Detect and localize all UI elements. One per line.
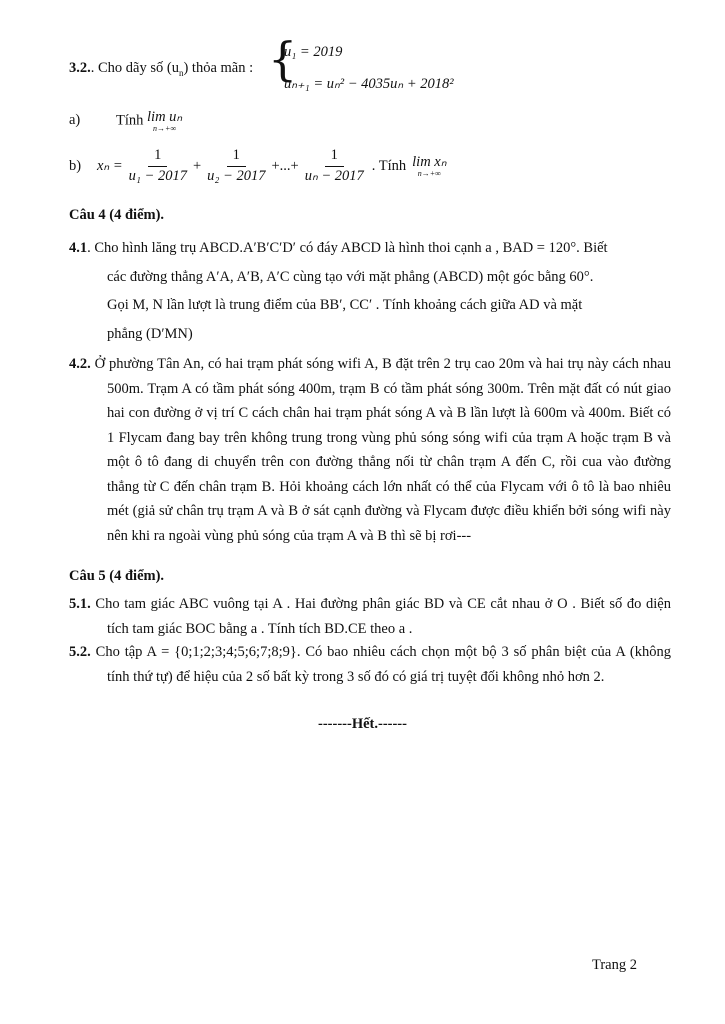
problem-4-1: 4.1. Cho hình lăng trụ ABCD.A′B′C′D′ có đáy ABCD là hình thoi cạnh a , BAD = 120°. Biết các đường thẳng A′A, A′B, A′C cùng tạo với mặt phẳng (ABCD) một góc bằng 60°. Gọi M, N lần lượt là trung điểm của BB′, CC′ . Tính khoảng cách giữa AD và mặt phẳng (D′MN) bbox=[69, 240, 608, 342]
limit-a: lim uₙ n→+∞ bbox=[147, 109, 183, 133]
cau4-heading: Câu 4 (4 điểm). bbox=[69, 207, 165, 223]
system-line-2: uₙ₊₁ = uₙ² − 4035uₙ + 2018² bbox=[284, 76, 454, 92]
fraction-2: $\frac{1}{\text{u₂ − 2017}}$ bbox=[207, 147, 266, 184]
problem-5-1: 5.1. Cho tam giác ABC vuông tại A . Hai đường phân giác BD và CE cắt nhau ở O . Biết số đo diện tích tam giác BOC bằng a . Tính tích BD.CE theo a . bbox=[69, 596, 671, 637]
cau5-heading: Câu 5 (4 điểm). bbox=[69, 568, 165, 584]
q32-a-text: Tính lim uₙ n→+∞ bbox=[116, 109, 183, 133]
page-number: Trang 2 bbox=[592, 957, 637, 973]
q32-b-line: b) xₙ = $\frac{1}{\text{u₁ − 2017}}$ + $\frac{1}{\text{u₂ − 2017}}$ +...+ $\frac{1}{\text{uₙ − 2017}}$ . Tính lim xₙ n→+∞ bbox=[69, 147, 447, 184]
fraction-1: $\frac{1}{\text{u₁ − 2017}}$ bbox=[128, 147, 187, 184]
end-mark: -------Hết.------ bbox=[318, 716, 407, 732]
system-line-1: u₁ = 2019 bbox=[284, 44, 343, 60]
problem-5-2: 5.2. Cho tập A = {0;1;2;3;4;5;6;7;8;9}. Có bao nhiêu cách chọn một bộ 3 số phân biệt của A (không tính thứ tự) để hiệu của 2 số bất kỳ trong 3 số đó có giá trị tuyệt đối không nhỏ hơn 2. bbox=[69, 644, 671, 685]
limit-b: lim xₙ n→+∞ bbox=[412, 154, 447, 178]
q32-intro: 3.2.. Cho dãy số $(u_n)$ thỏa mãn : bbox=[69, 60, 254, 78]
problem-4-2: 4.2. Ở phường Tân An, có hai trạm phát sóng wifi A, B đặt trên 2 trụ cao 20m và hai trụ này cách nhau 500m. Trạm A có tầm phát sóng 400m, trạm B có tầm phát sóng 300m. Trên mặt đất có nút giao hai con đường ở vị trí C cách chân hai trạm phát sóng A và B lần lượt là 600m và 400m. Biết có 1 Flycam đang bay trên không trung trong vùng phủ sóng sóng wifi của trạm A hoặc trạm B và một ô tô đang di chuyển trên con đường thẳng nối từ chân trạm A đến C, rồi cua vào đường thẳng từ C đến chân trạm B. Hỏi khoảng cách lớn nhất có thể của Flycam với ô tô là bao nhiêu mét (giả sử chân trụ trạm A và B ở sát cạnh đường và Flycam được điều khiển bởi sóng wifi này nên khi ra ngoài vùng phủ sóng của trạm A và B thì sẽ bị rơi--- bbox=[69, 356, 671, 544]
q32-label: 3.2. bbox=[69, 60, 91, 76]
system-brace: { bbox=[268, 32, 298, 86]
fraction-3: $\frac{1}{\text{uₙ − 2017}}$ bbox=[304, 147, 364, 184]
q32-a-label: a) bbox=[69, 112, 81, 128]
